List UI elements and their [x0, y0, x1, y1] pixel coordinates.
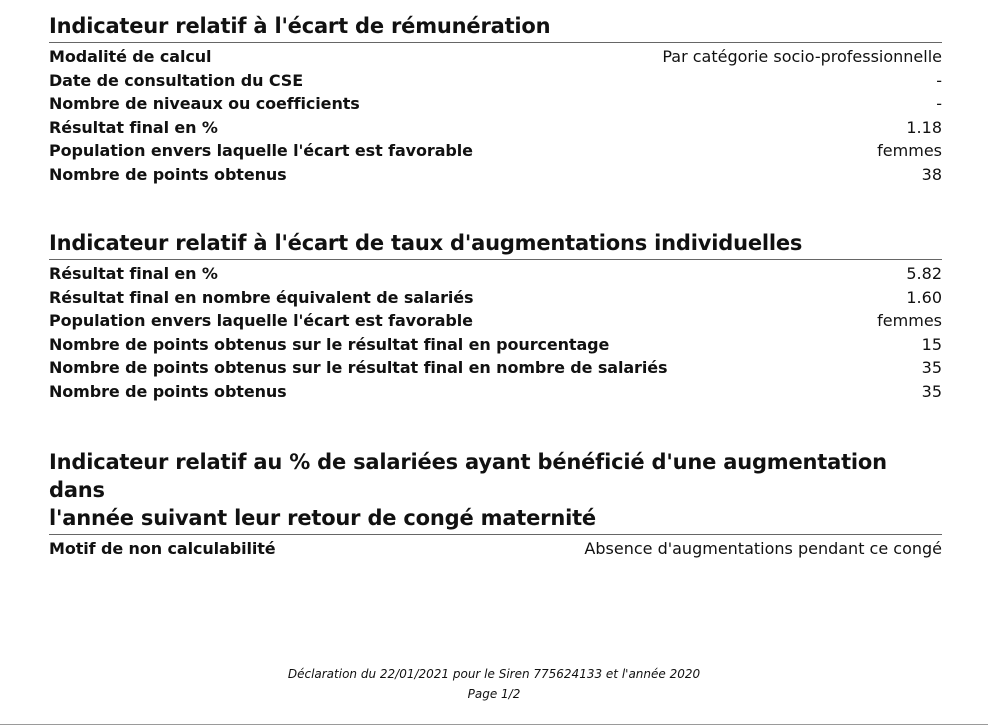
section-title-line-2: l'année suivant leur retour de congé maternité: [49, 506, 596, 530]
row-label: Nombre de points obtenus: [49, 381, 287, 401]
section-title-line-1: Indicateur relatif au % de salariées ayant bénéficié d'une augmentation dans: [49, 450, 887, 502]
row-resultat-final-pct: [49, 262, 942, 286]
row-value: Absence d'augmentations pendant ce congé: [584, 539, 942, 558]
footer-declaration: Déclaration du 22/01/2021 pour le Siren 775624133 et l'année 2020: [287, 667, 701, 681]
row-points-salaries: [49, 356, 942, 380]
row-value: 5.82: [906, 264, 942, 283]
row-label: Population envers laquelle l'écart est favorable: [49, 141, 473, 161]
section-rows: [49, 537, 942, 561]
row-nombre-niveaux: [49, 92, 942, 116]
row-motif-non-calculabilite: [49, 537, 942, 561]
row-points-pourcentage: [49, 333, 942, 357]
page-bottom-divider: [0, 724, 988, 725]
row-label: Résultat final en %: [49, 264, 218, 283]
row-label: Modalité de calcul: [49, 47, 212, 66]
row-date-consultation-cse: [49, 69, 942, 93]
row-label: Population envers laquelle l'écart est favorable: [49, 311, 473, 331]
section-remuneration: [49, 12, 942, 187]
row-label: Nombre de niveaux ou coefficients: [49, 94, 360, 114]
row-label: Nombre de points obtenus sur le résultat final en nombre de salariés: [49, 358, 668, 378]
row-resultat-final-salaries: [49, 286, 942, 310]
section-title: Indicateur relatif à l'écart de taux d'augmentations individuelles: [49, 229, 942, 260]
page-footer: [0, 664, 988, 704]
row-population-favorable: [49, 139, 942, 163]
row-points-obtenus: [49, 163, 942, 187]
footer-page-number: Page 1/2: [467, 687, 521, 701]
row-label: Motif de non calculabilité: [49, 539, 276, 558]
row-label: Nombre de points obtenus: [49, 164, 287, 184]
section-title: Indicateur relatif à l'écart de rémunération: [49, 12, 942, 43]
row-value: femmes: [877, 311, 942, 331]
row-value: 35: [921, 358, 942, 378]
row-points-obtenus: [49, 380, 942, 404]
row-value: 35: [921, 381, 942, 401]
row-label: Nombre de points obtenus sur le résultat final en pourcentage: [49, 334, 610, 354]
section-augmentations-individuelles: [49, 229, 942, 404]
section-rows: [49, 45, 942, 187]
row-value: -: [936, 70, 942, 90]
row-value: femmes: [877, 141, 942, 161]
row-label: Date de consultation du CSE: [49, 70, 304, 90]
section-conge-maternite: [49, 448, 942, 561]
row-label: Résultat final en nombre équivalent de salariés: [49, 287, 474, 307]
section-title: [49, 448, 942, 535]
row-value: 15: [921, 334, 942, 354]
row-modalite-calcul: [49, 45, 942, 69]
row-value: Par catégorie socio-professionnelle: [662, 47, 942, 66]
row-value: 1.18: [906, 117, 942, 137]
row-value: 38: [921, 164, 942, 184]
row-value: -: [936, 94, 942, 114]
row-population-favorable: [49, 309, 942, 333]
section-rows: [49, 262, 942, 404]
row-label: Résultat final en %: [49, 117, 218, 137]
row-resultat-final-pct: [49, 116, 942, 140]
row-value: 1.60: [906, 287, 942, 307]
